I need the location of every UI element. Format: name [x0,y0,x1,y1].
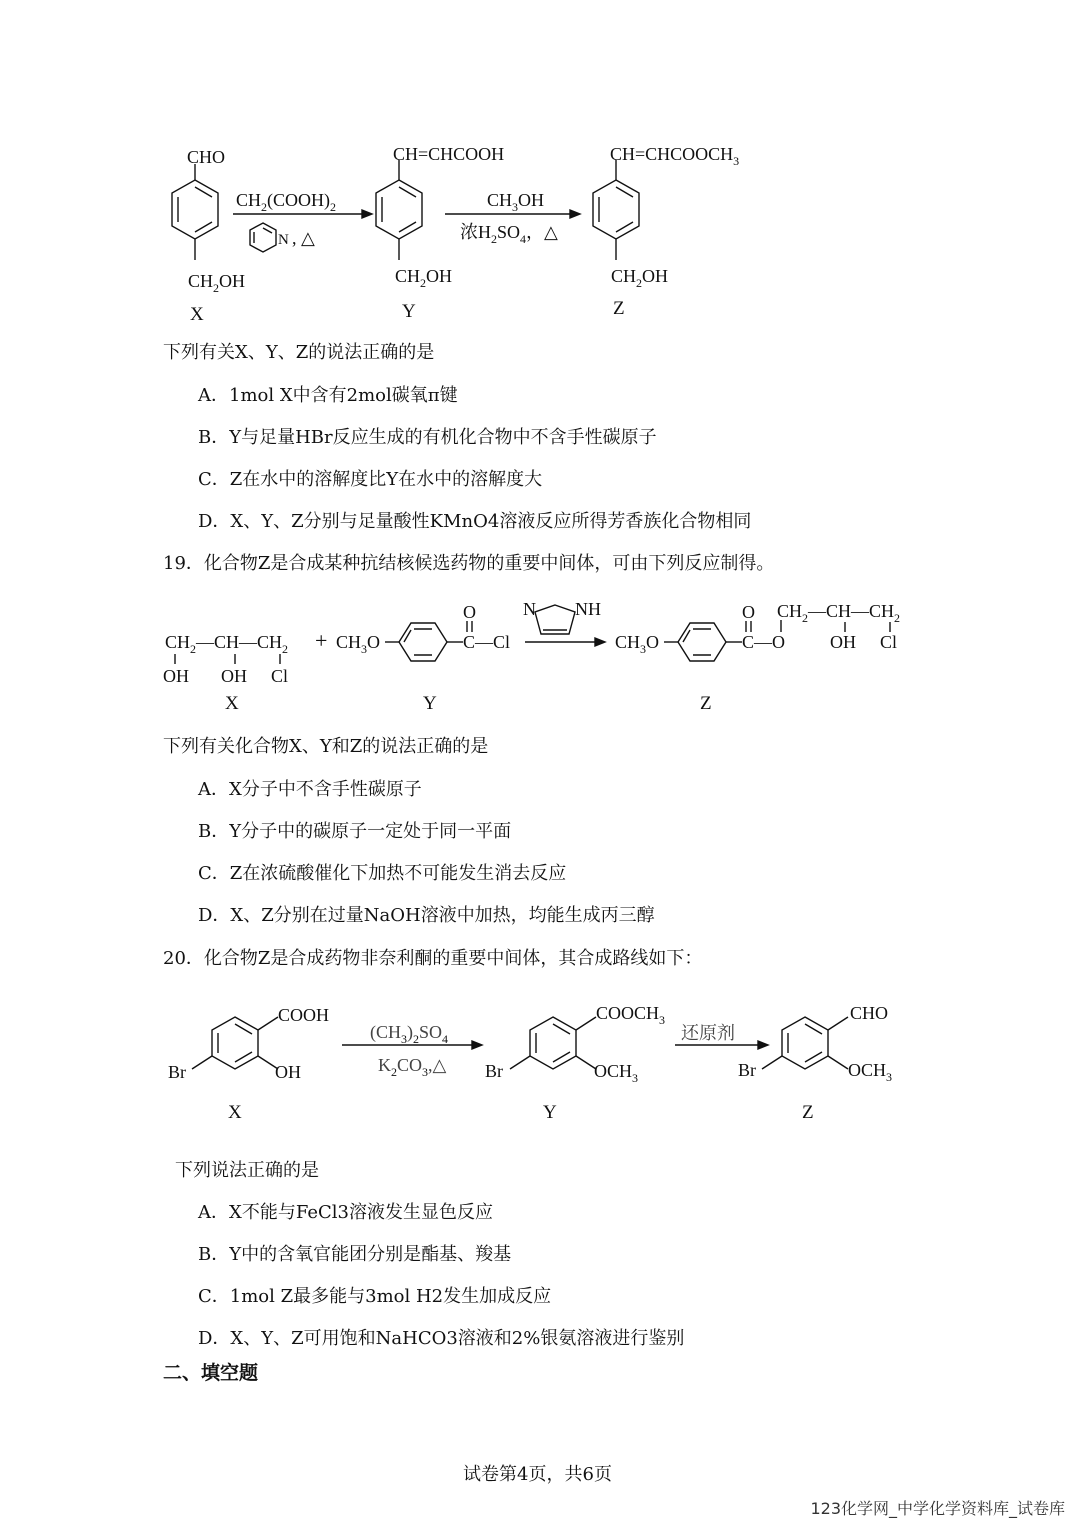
q19-z-chain: $CH_2—CH—CH_2$ [777,601,901,625]
q20-z-cho: CHO [850,1003,889,1023]
q18-option-c[interactable]: C．Z在水中的溶解度比Y在水中的溶解度大 [198,469,543,490]
q19-x-label: X [225,693,239,714]
q20-reagent1-top: $(CH_3)_2SO_4$ [370,1022,449,1046]
q19-option-d[interactable]: D．X、Z分别在过量NaOH溶液中加热，均能生成丙三醇 [198,905,655,926]
q18-x-label: X [190,304,204,325]
q18-option-a[interactable]: A．1mol X中含有2mol碳氧π键 [198,385,458,406]
q19-option-c[interactable]: C．Z在浓硫酸催化下加热不可能发生消去反应 [198,863,567,884]
q19-scheme [155,590,915,720]
q19-z-label: Z [700,693,712,714]
q19-y-o: O [463,602,476,622]
q18-reagent2-bottom: 浓$H_2SO_4$，△ [460,222,558,246]
q20-z-br: Br [738,1060,756,1080]
q19-y-left: $CH_3O$ [336,632,381,656]
q20-x-benzene-ring [192,1017,278,1069]
q20-x-label: X [228,1102,242,1123]
watermark: 123化学网_中学化学资料库_试卷库 [810,1499,1065,1518]
imidazole-icon [535,605,575,634]
q19-catalyst-nh: NH [575,599,601,619]
q20-scheme [160,995,920,1130]
q18-z-benzene-ring [593,160,639,260]
q20-x-cooh: COOH [278,1005,330,1025]
q18-stem: 下列有关X、Y、Z的说法正确的是 [163,342,435,363]
q18-y-benzene-ring [376,160,422,260]
q20-option-c[interactable]: C．1mol Z最多能与3mol H2发生加成反应 [198,1286,552,1307]
q18-option-b[interactable]: B．Y与足量HBr反应生成的有机化合物中不含手性碳原子 [198,427,657,448]
q19-plus: + [315,628,328,653]
q19-stem: 下列有关化合物X、Y和Z的说法正确的是 [163,736,489,757]
q18-z-top: $CH=CHCOOCH_3$ [610,144,740,168]
q20-z-label: Z [802,1102,814,1123]
q20-y-br: Br [485,1061,503,1081]
q19-z-oh: OH [830,632,856,652]
q18-y-bottom: $CH_2OH$ [395,266,453,290]
q18-pyridine-n: N [278,232,289,248]
q19-option-b[interactable]: B．Y分子中的碳原子一定处于同一平面 [198,821,512,842]
pyridine-icon [250,223,276,252]
q19-catalyst-n: N [523,599,536,619]
q20-z-och3: $OCH_3$ [848,1060,893,1084]
q20-reagent2: 还原剂 [681,1023,735,1043]
q18-x-benzene-ring [172,164,218,260]
q19-x-oh2: OH [221,666,247,686]
q19-x-cl: Cl [271,666,289,686]
q19-x-oh1: OH [163,666,189,686]
q18-y-label: Y [402,301,416,322]
q18-z-bottom: $CH_2OH$ [611,266,669,290]
q19-y-label: Y [423,693,437,714]
q20-option-d[interactable]: D．X、Y、Z可用饱和NaHCO3溶液和2%银氨溶液进行鉴别 [198,1328,685,1349]
q18-x-bottom: $CH_2OH$ [188,271,246,295]
q20-reagent1-bottom: $K_2CO_3,\triangle$ [378,1055,447,1079]
q20-x-br: Br [168,1062,186,1082]
q20-stem: 下列说法正确的是 [175,1160,319,1181]
q19-y-benzene-ring [399,623,447,661]
q18-option-d[interactable]: D．X、Y、Z分别与足量酸性KMnO4溶液反应所得芳香族化合物相同 [198,511,752,532]
q20-z-benzene-ring [762,1017,848,1069]
q19-option-a[interactable]: A．X分子中不含手性碳原子 [198,779,422,800]
q19-z-benzene-ring [678,623,726,661]
q20-x-oh: OH [275,1062,301,1082]
q19-z-cl: Cl [880,632,898,652]
q19-x-chain: $CH_2—CH—CH_2$ [165,632,289,656]
q20-y-label: Y [543,1102,557,1123]
q19-z-o: O [742,602,755,622]
q18-x-top: CHO [187,147,226,167]
page-footer: 试卷第4页，共6页 [463,1464,612,1485]
q19-y-ccl: C—Cl [463,632,511,652]
q18-scheme [150,130,790,330]
q18-reagent2-top: $CH_3OH$ [487,190,545,214]
q20-title: 20．化合物Z是合成药物非奈利酮的重要中间体，其合成路线如下： [163,948,703,969]
q18-reagent1-bottom: , △ [292,228,315,248]
q19-z-ester: C—O [742,632,786,652]
q18-reagent1-top: $CH_2(COOH)_2$ [236,190,337,214]
q19-z-left: $CH_3O$ [615,632,660,656]
q20-y-benzene-ring [510,1017,596,1069]
section-heading-fill-in: 二、填空题 [163,1362,259,1384]
q18-y-top: CH=CHCOOH [393,144,505,164]
q20-option-b[interactable]: B．Y中的含氧官能团分别是酯基、羧基 [198,1244,512,1265]
q19-title: 19．化合物Z是合成某种抗结核候选药物的重要中间体，可由下列反应制得。 [163,553,775,574]
q20-y-cooch3: $COOCH_3$ [596,1003,666,1027]
q20-option-a[interactable]: A．X不能与FeCl3溶液发生显色反应 [198,1202,493,1223]
q18-z-label: Z [613,298,625,319]
q20-y-och3: $OCH_3$ [594,1061,639,1085]
